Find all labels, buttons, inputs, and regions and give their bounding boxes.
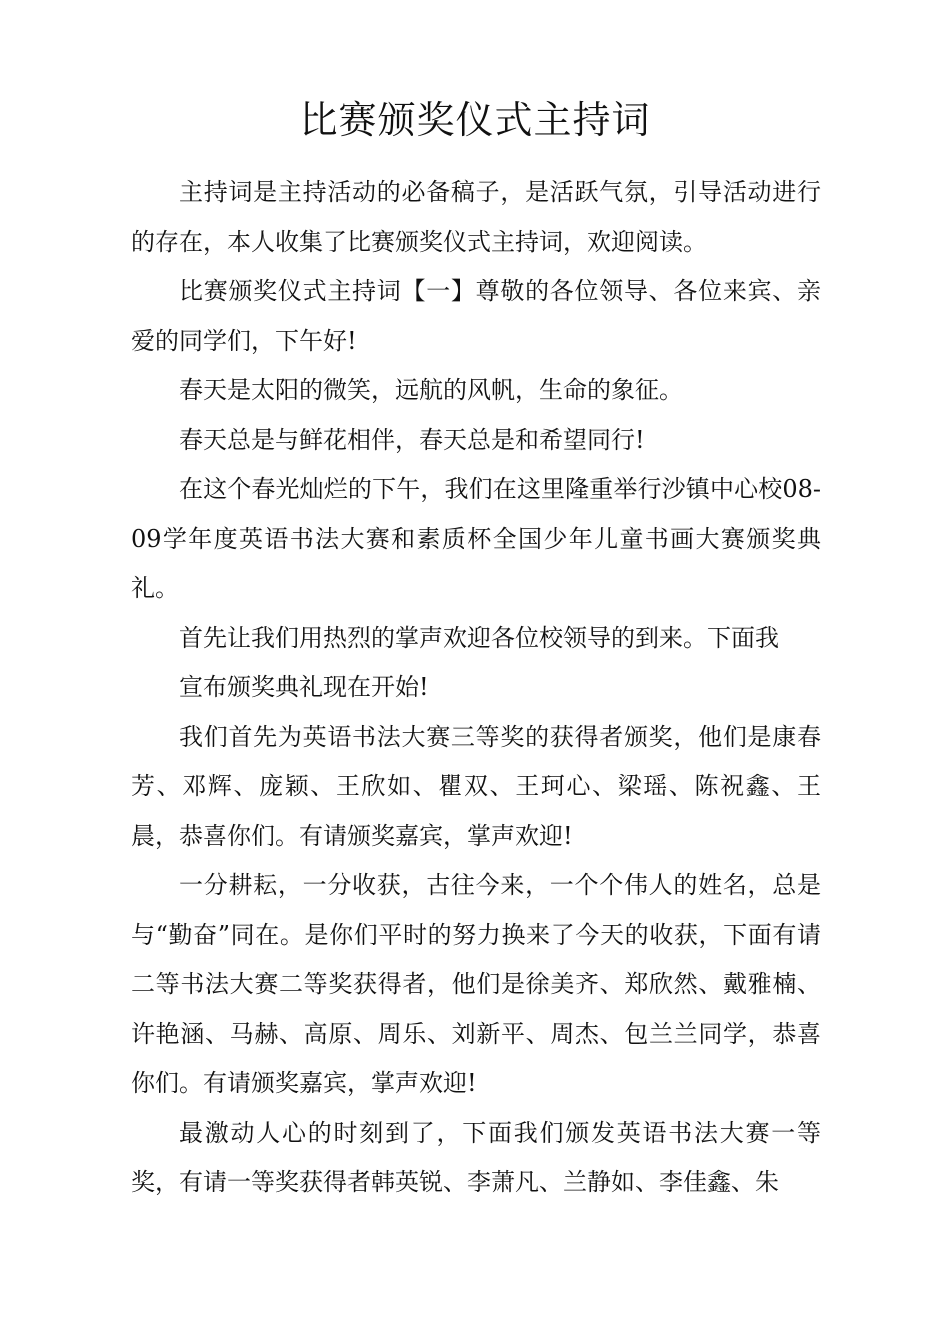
paragraph: 宣布颁奖典礼现在开始! bbox=[179, 673, 429, 701]
paragraph: 主持词是主持活动的必备稿子，是活跃气氛，引导活动进行的存在，本人收集了比赛颁奖仪式主持词，欢迎阅读。 bbox=[131, 178, 821, 256]
document-body bbox=[131, 168, 821, 1208]
paragraph: 在这个春光灿烂的下午，我们在这里隆重举行沙镇中心校08-09学年度英语书法大赛和素质杯全国少年儿童书画大赛颁奖典礼。 bbox=[131, 475, 821, 602]
paragraph: 首先让我们用热烈的掌声欢迎各位校领导的到来。下面我 bbox=[179, 623, 779, 652]
paragraph: 春天是太阳的微笑，远航的风帆，生命的象征。 bbox=[179, 376, 683, 404]
paragraph: 比赛颁奖仪式主持词【一】尊敬的各位领导、各位来宾、亲爱的同学们，下午好! bbox=[131, 277, 821, 355]
paragraph: 春天总是与鲜花相伴，春天总是和希望同行! bbox=[179, 425, 645, 454]
paragraph: 最激动人心的时刻到了，下面我们颁发英语书法大赛一等奖，有请一等奖获得者韩英锐、李萧凡、兰静如、李佳鑫、朱 bbox=[131, 1118, 821, 1196]
paragraph: 一分耕耘，一分收获，古往今来，一个个伟人的姓名，总是与“勤奋”同在。是你们平时的努力换来了今天的收获，下面有请二等书法大赛二等奖获得者，他们是徐美齐、郑欣然、戴雅楠、许艳涵、马赫、高原、周乐、刘新平、周杰、包兰兰同学，恭喜你们。有请颁奖嘉宾，掌声欢迎! bbox=[131, 871, 821, 1097]
paragraph: 我们首先为英语书法大赛三等奖的获得者颁奖，他们是康春芳、邓辉、庞颖、王欣如、瞿双、王珂心、梁瑶、陈祝鑫、王晨，恭喜你们。有请颁奖嘉宾，掌声欢迎! bbox=[131, 722, 821, 850]
document-title: 比赛颁奖仪式主持词 bbox=[299, 98, 651, 142]
